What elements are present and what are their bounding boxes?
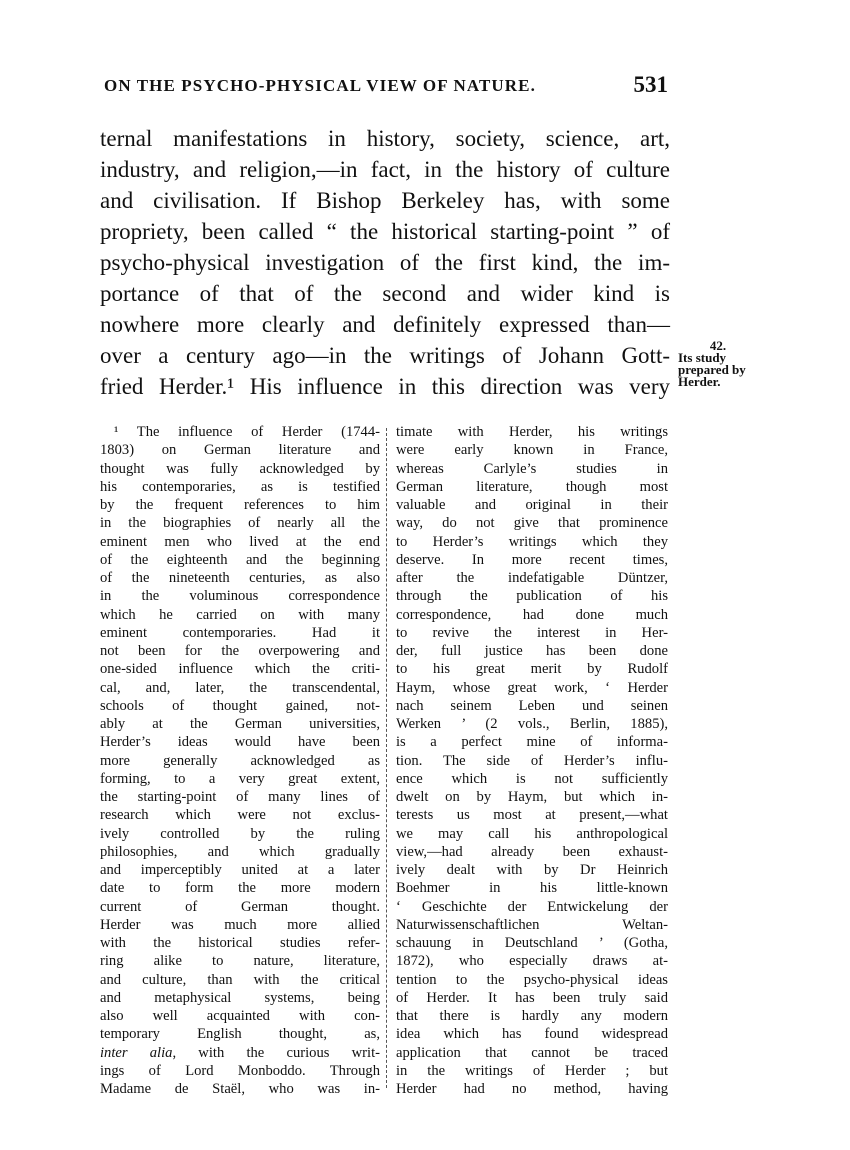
footnote-line: thought was fully acknowledged by [100, 460, 380, 477]
footnote-line: valuable and original in their [396, 497, 668, 513]
footnote-line: 1872), who especially draws at- [396, 953, 668, 970]
footnote-line: which he carried on with many [100, 606, 380, 623]
main-text-line: portance of that of the second and wider kind is [100, 281, 670, 306]
footnote-line: Herder’s ideas would have been [100, 734, 380, 751]
footnote-line: ively controlled by the ruling [100, 825, 380, 842]
main-text-line: psycho-physical investigation of the first kind, the im- [100, 250, 670, 275]
footnote-line: temporary English thought, as, [100, 1026, 380, 1043]
footnote-line: cal, and, later, the transcendental, [100, 679, 380, 696]
footnote-line: the starting-point of many lines of [100, 789, 380, 805]
main-text-line: propriety, been called “ the historical starting-point ” of [100, 219, 670, 244]
footnote-line: of the nineteenth centuries, as also [100, 570, 380, 586]
footnote-line: that there is hardly any modern [396, 1008, 668, 1024]
footnote-line: terests us most at present,—what [396, 807, 668, 824]
footnote-line: is a perfect mine of informa- [396, 734, 668, 751]
marginal-note-line: prepared by [678, 362, 746, 377]
page-number: 531 [633, 72, 668, 97]
footnote-line: were early known in France, [396, 442, 668, 459]
footnote-line: view,—had already been exhaust- [396, 843, 668, 860]
footnote-line: to his great merit by Rudolf [396, 661, 668, 678]
main-text-line: and civilisation. If Bishop Berkeley has, with some [100, 188, 670, 213]
footnote-line: ence which is not sufficiently [396, 770, 668, 787]
footnote-line: in the voluminous correspondence [100, 588, 380, 605]
main-text-line: fried Herder.¹ His influence in this direction was very [100, 374, 670, 399]
footnote-line: through the publication of his [396, 588, 668, 605]
footnote-line: not been for the overpowering and [100, 643, 380, 659]
footnote-line: and culture, than with the critical [100, 971, 380, 988]
footnote-line: dwelt on by Haym, but which in- [396, 789, 668, 805]
main-text-line: over a century ago—in the writings of Johann Gott- [100, 343, 670, 368]
page-header [100, 72, 668, 102]
footnote-line: Boehmer in his little-known [396, 880, 668, 897]
footnote-line: we may call his anthropological [396, 825, 668, 842]
footnote-line: schools of thought gained, not- [100, 697, 380, 714]
footnote-line: idea which has found widespread [396, 1026, 668, 1043]
footnote-line: ‘ Geschichte der Entwickelung der [396, 898, 668, 915]
footnote-line: inter alia, with the curious writ- [100, 1044, 380, 1061]
footnote-line: date to form the more modern [100, 880, 380, 897]
footnote-line: philosophies, and which gradually [100, 843, 380, 860]
footnote-line: Herder had no method, having [396, 1081, 668, 1097]
footnote-line: 1803) on German literature and [100, 442, 380, 459]
footnote-line: more generally acknowledged as [100, 752, 380, 769]
footnote-line: in the writings of Herder ; but [396, 1062, 668, 1079]
footnote-line: one-sided influence which the criti- [100, 661, 380, 678]
footnote-line: application that cannot be traced [396, 1044, 668, 1061]
footnote-line: eminent contemporaries. Had it [100, 624, 380, 641]
footnote-line: also well acquainted with con- [100, 1008, 380, 1024]
main-text-line: ternal manifestations in history, society, science, art, [100, 126, 670, 151]
footnote-line: deserve. In more recent times, [396, 551, 668, 568]
footnote-line: tention to the psycho-physical ideas [396, 971, 668, 988]
footnote-line: schauung in Deutschland ’ (Gotha, [396, 935, 668, 951]
footnote-line: Naturwissenschaftlichen Weltan- [396, 916, 668, 933]
main-text-line: nowhere more clearly and definitely expressed than— [100, 312, 670, 337]
footnote-line: ring alike to nature, literature, [100, 953, 380, 970]
running-head: ON THE PSYCHO-PHYSICAL VIEW OF NATURE. [104, 76, 536, 95]
footnote-line: of Herder. It has been truly said [396, 989, 668, 1006]
footnote-line: after the indefatigable Düntzer, [396, 570, 668, 586]
footnote-line: of the eighteenth and the beginning [100, 551, 380, 568]
marginal-note-number: 42. [709, 338, 727, 353]
footnote-line: German literature, though most [396, 478, 668, 495]
footnote-line: to revive the interest in Her- [396, 624, 668, 641]
footnote-line: and imperceptibly united at a later [100, 862, 380, 878]
footnote-line: timate with Herder, his writings [396, 424, 668, 440]
footnote-line: forming, to a very great extent, [100, 770, 380, 787]
footnote-right-column [396, 423, 668, 1098]
footnote-line: with the historical studies refer- [100, 935, 380, 951]
footnote-line: and metaphysical systems, being [100, 989, 380, 1006]
footnote-line: Herder was much more allied [100, 916, 380, 933]
footnote-line: by the frequent references to him [100, 497, 380, 513]
footnote-line: his contemporaries, as is testified [100, 478, 380, 495]
footnote-line: nach seinem Leben und seinen [396, 697, 668, 714]
footnote-line: whereas Carlyle’s studies in [396, 460, 668, 477]
footnote-line: correspondence, had done much [396, 606, 668, 623]
footnote-line: research which were not exclus- [100, 807, 380, 824]
footnote-line: Madame de Staël, who was in- [100, 1081, 380, 1097]
footnote-line: ings of Lord Monboddo. Through [100, 1062, 380, 1079]
main-text-line: industry, and religion,—in fact, in the history of culture [100, 157, 670, 182]
footnote-line: way, do not give that prominence [396, 515, 668, 532]
marginal-note [678, 340, 748, 388]
footnote-line: Haym, whose great work, ‘ Herder [396, 679, 668, 696]
footnote-line: der, full justice has been done [396, 643, 668, 659]
marginal-note-line: Its study [678, 350, 727, 365]
footnote-column-divider [386, 428, 388, 1088]
footnote-line: eminent men who lived at the end [100, 533, 380, 550]
footnote-line: to Herder’s writings which they [396, 533, 668, 550]
footnote-line: Werken ’ (2 vols., Berlin, 1885), [396, 716, 668, 732]
footnote-line: ably at the German universities, [100, 716, 380, 732]
marginal-note-line: Herder. [678, 374, 721, 389]
footnote-line: ¹ The influence of Herder (1744- [114, 424, 380, 440]
main-paragraph [100, 123, 670, 402]
footnote-left-column [100, 423, 380, 1098]
footnote-line: in the biographies of nearly all the [100, 515, 380, 532]
footnote-line: ively dealt with by Dr Heinrich [396, 862, 668, 878]
footnote-line: current of German thought. [100, 898, 380, 915]
footnote-line: tion. The side of Herder’s influ- [396, 752, 668, 769]
